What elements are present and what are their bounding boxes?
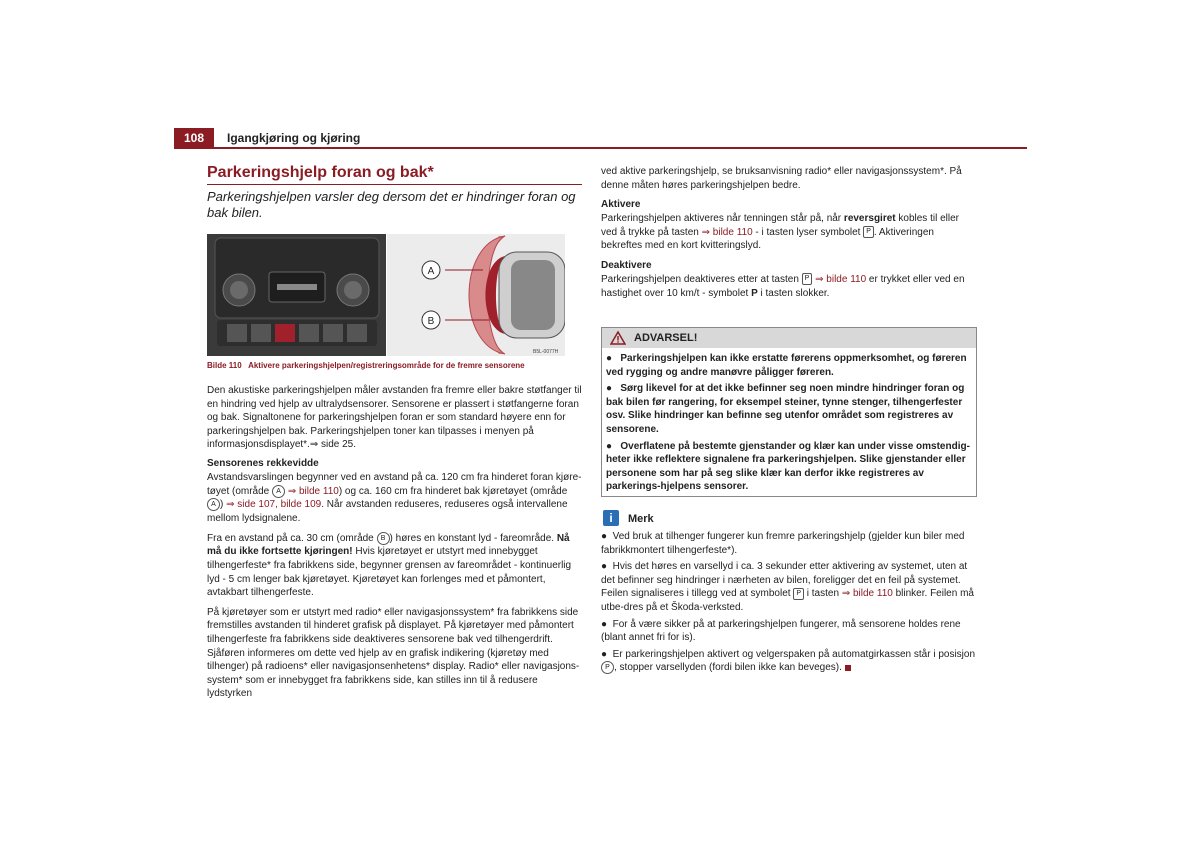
paragraph-intro: Den akustiske parkeringshjelpen måler avstanden fra fremre eller bakre støtfanger til en hindring ved hjelp av ultralydsensorer. Sensorene er plassert i støtfangerne foran og bak. Signaltonene for parkeringshjelpen foran er som standard høyere enn for parkeringshjelpen bak. Parkeringshjelpen toner kan tilpasses i menyen på informasjonsdisplayet*.⇒ side 25. [207,385,582,451]
end-marker [845,665,851,671]
zone-diagram [387,234,565,356]
warning-header [602,328,976,348]
note-item: ● Hvis det høres en varsellyd i ca. 3 sekunder etter aktivering av systemet, uten at det befinner seg hindringer i nærheten av bilen, foreligger det en feil på systemet. Feilen signaliseres i tillegg ved at symbolet P i tasten ⇒ bilde 110 blinker. Feilen må utbe-dres på et Škoda-verksted. [601,561,974,613]
console-photo [207,234,387,356]
zone-a-ref: A [272,485,285,498]
link-figure-110-note[interactable]: ⇒ bilde 110 [841,588,893,600]
paragraph-danger: Fra en avstand på ca. 30 cm (område B ) høres en konstant lyd - fareområde. Nå må du ikke fortsette kjøringen! Hvis kjøretøyet er utstyrt med innebygget tilhengerfeste* fra fabrikkens side, begynner grensen av fareområdet - kontinuerlig lyd - 5 cm lenger bak kjøretøyet. Kjøretøyet kan forlenges med et påmontert, avtakbart tilhengerfeste. [207,532,572,599]
gear-position-p: P [601,661,614,674]
warning-item: ● Overflatene på bestemte gjenstander og klær kan under visse omstendig-heter ikke reflektere signalene fra parkeringshjelpen. Slike gjenstander eller personene som har på seg slike klær kan derfor ikke registreres av parkerings-hjelpens sensorer. [606,440,970,493]
page-number: 108 [174,128,214,148]
note-item: ● For å være sikker på at parkeringshjelpen fungerer, må sensorene holdes rene (blant annet fri for is). [601,618,961,644]
chapter-title: Igangkjøring og kjøring [227,131,361,145]
note-list [601,530,976,678]
warning-triangle-icon [610,331,626,345]
warning-box [601,327,977,497]
header-rule [174,147,1027,149]
paragraph-deactivate: Parkeringshjelpen deaktiveres etter at tasten P ⇒ bilde 110 er trykket eller ved en hastighet over 10 km/t - symbolet P i tasten slokker. [601,273,965,299]
link-figure-110-activate[interactable]: ⇒ bilde 110 [701,226,753,238]
paragraph-display: På kjøretøyer som er utstyrt med radio* eller navigasjonssystem* fra fabrikkens side fremstilles avstanden til hinderet grafisk på displayet. På kjøretøyer med påmontert tilhengerfeste fra fabrikkens side deaktiveres sensorene bak ved tilhengerdrift. Sjåføren informeres om dette ved hjelp av en grafisk indikering (kjøretøy med tilhenger) på radioens* eller navigasjonsenhetens* display. Radio* eller navigasjons-system* som er innebygget fra fabrikkens side, kan stilles inn til å redusere lydstyrken [207,606,580,700]
danger-warning: Nå må du ikke fortsette kjøringen! [207,532,570,558]
parking-key-icon: P [802,273,813,285]
paragraph-range: Avstandsvarslingen begynner ved en avstand på ca. 120 cm fra hinderet foran kjøre-tøyet (område A ⇒ bilde 110) og ca. 160 cm fra hinderet bak kjøretøyet (område A ) ⇒ side 107, bilde 109. Når avstanden reduseres, reduseres også intervallene mellom lydsignalene. [207,471,582,525]
section-title: Parkeringshjelp foran og bak* [207,164,434,181]
note-item: ● Ved bruk at tilhenger fungerer kun fremre parkeringshjelp (gjelder kun biler med fabrikkmontert tilhengerfeste*). [601,531,965,556]
warning-title: ADVARSEL! [634,332,698,344]
link-figure-110[interactable]: ⇒ bilde 110 [287,485,339,497]
caption-text: Aktivere parkeringshjelpen/registreringsområde for de fremre sensorene [248,361,525,370]
caption-number: Bilde 110 [207,361,242,370]
paragraph-activate: Parkeringshjelpen aktiveres når tenningen står på, når reversgiret kobles til eller ved å trykke på tasten ⇒ bilde 110 - i tasten lyser symbolet P . Aktiveringen bekreftes med en kort kvitteringslyd. [601,213,959,252]
parking-symbol: P [751,287,758,299]
warning-list [606,352,972,497]
warning-item: ● Parkeringshjelpen kan ikke erstatte førerens oppmerksomhet, og føreren ved rygging og andre manøvre påligger føreren. [606,353,967,378]
parking-key-icon: P [793,588,804,600]
note-item: ● Er parkeringshjelpen aktivert og velgerspaken på automatgirkassen står i posisjon P , stopper varsellyden (fordi bilen ikke kan beveges). [601,648,976,674]
link-page-107[interactable]: ⇒ side 107, bilde 109 [226,499,322,511]
section-intro: Parkeringshjelpen varsler deg dersom det er hindringer foran og bak bilen. [207,189,576,220]
figure-caption [207,361,587,370]
link-figure-110-deactivate[interactable]: ⇒ bilde 110 [815,273,867,285]
zone-a-label: A [427,266,435,277]
heading-sensor-range: Sensorenes rekkevidde [207,457,319,469]
figure-code: B5L-0077H [533,349,559,355]
zone-b-ref: B [377,532,390,545]
heading-deactivate: Deaktivere [601,259,652,271]
paragraph-continued: ved aktive parkeringshjelp, se bruksanvisning radio* eller navigasjonssystem*. På denne måten høres parkeringshjelpen bedre. [601,166,962,191]
warning-item: ● Sørg likevel for at det ikke befinner seg noen mindre hindringer foran og bak bilen før rangering, for eksempel steiner, tynne stenger, tilhengerfester osv. Slike hindringer kan befinne seg utenfor området som registreres av sensorene. [606,383,965,435]
parking-key-icon: P [863,226,874,238]
heading-activate: Aktivere [601,199,641,211]
left-column [207,384,582,701]
zone-a-ref-2: A [207,498,220,511]
info-icon: i [603,510,619,526]
right-column [601,165,976,300]
zone-b-label: B [427,316,435,327]
section-rule [207,184,582,185]
note-title: Merk [628,513,654,525]
